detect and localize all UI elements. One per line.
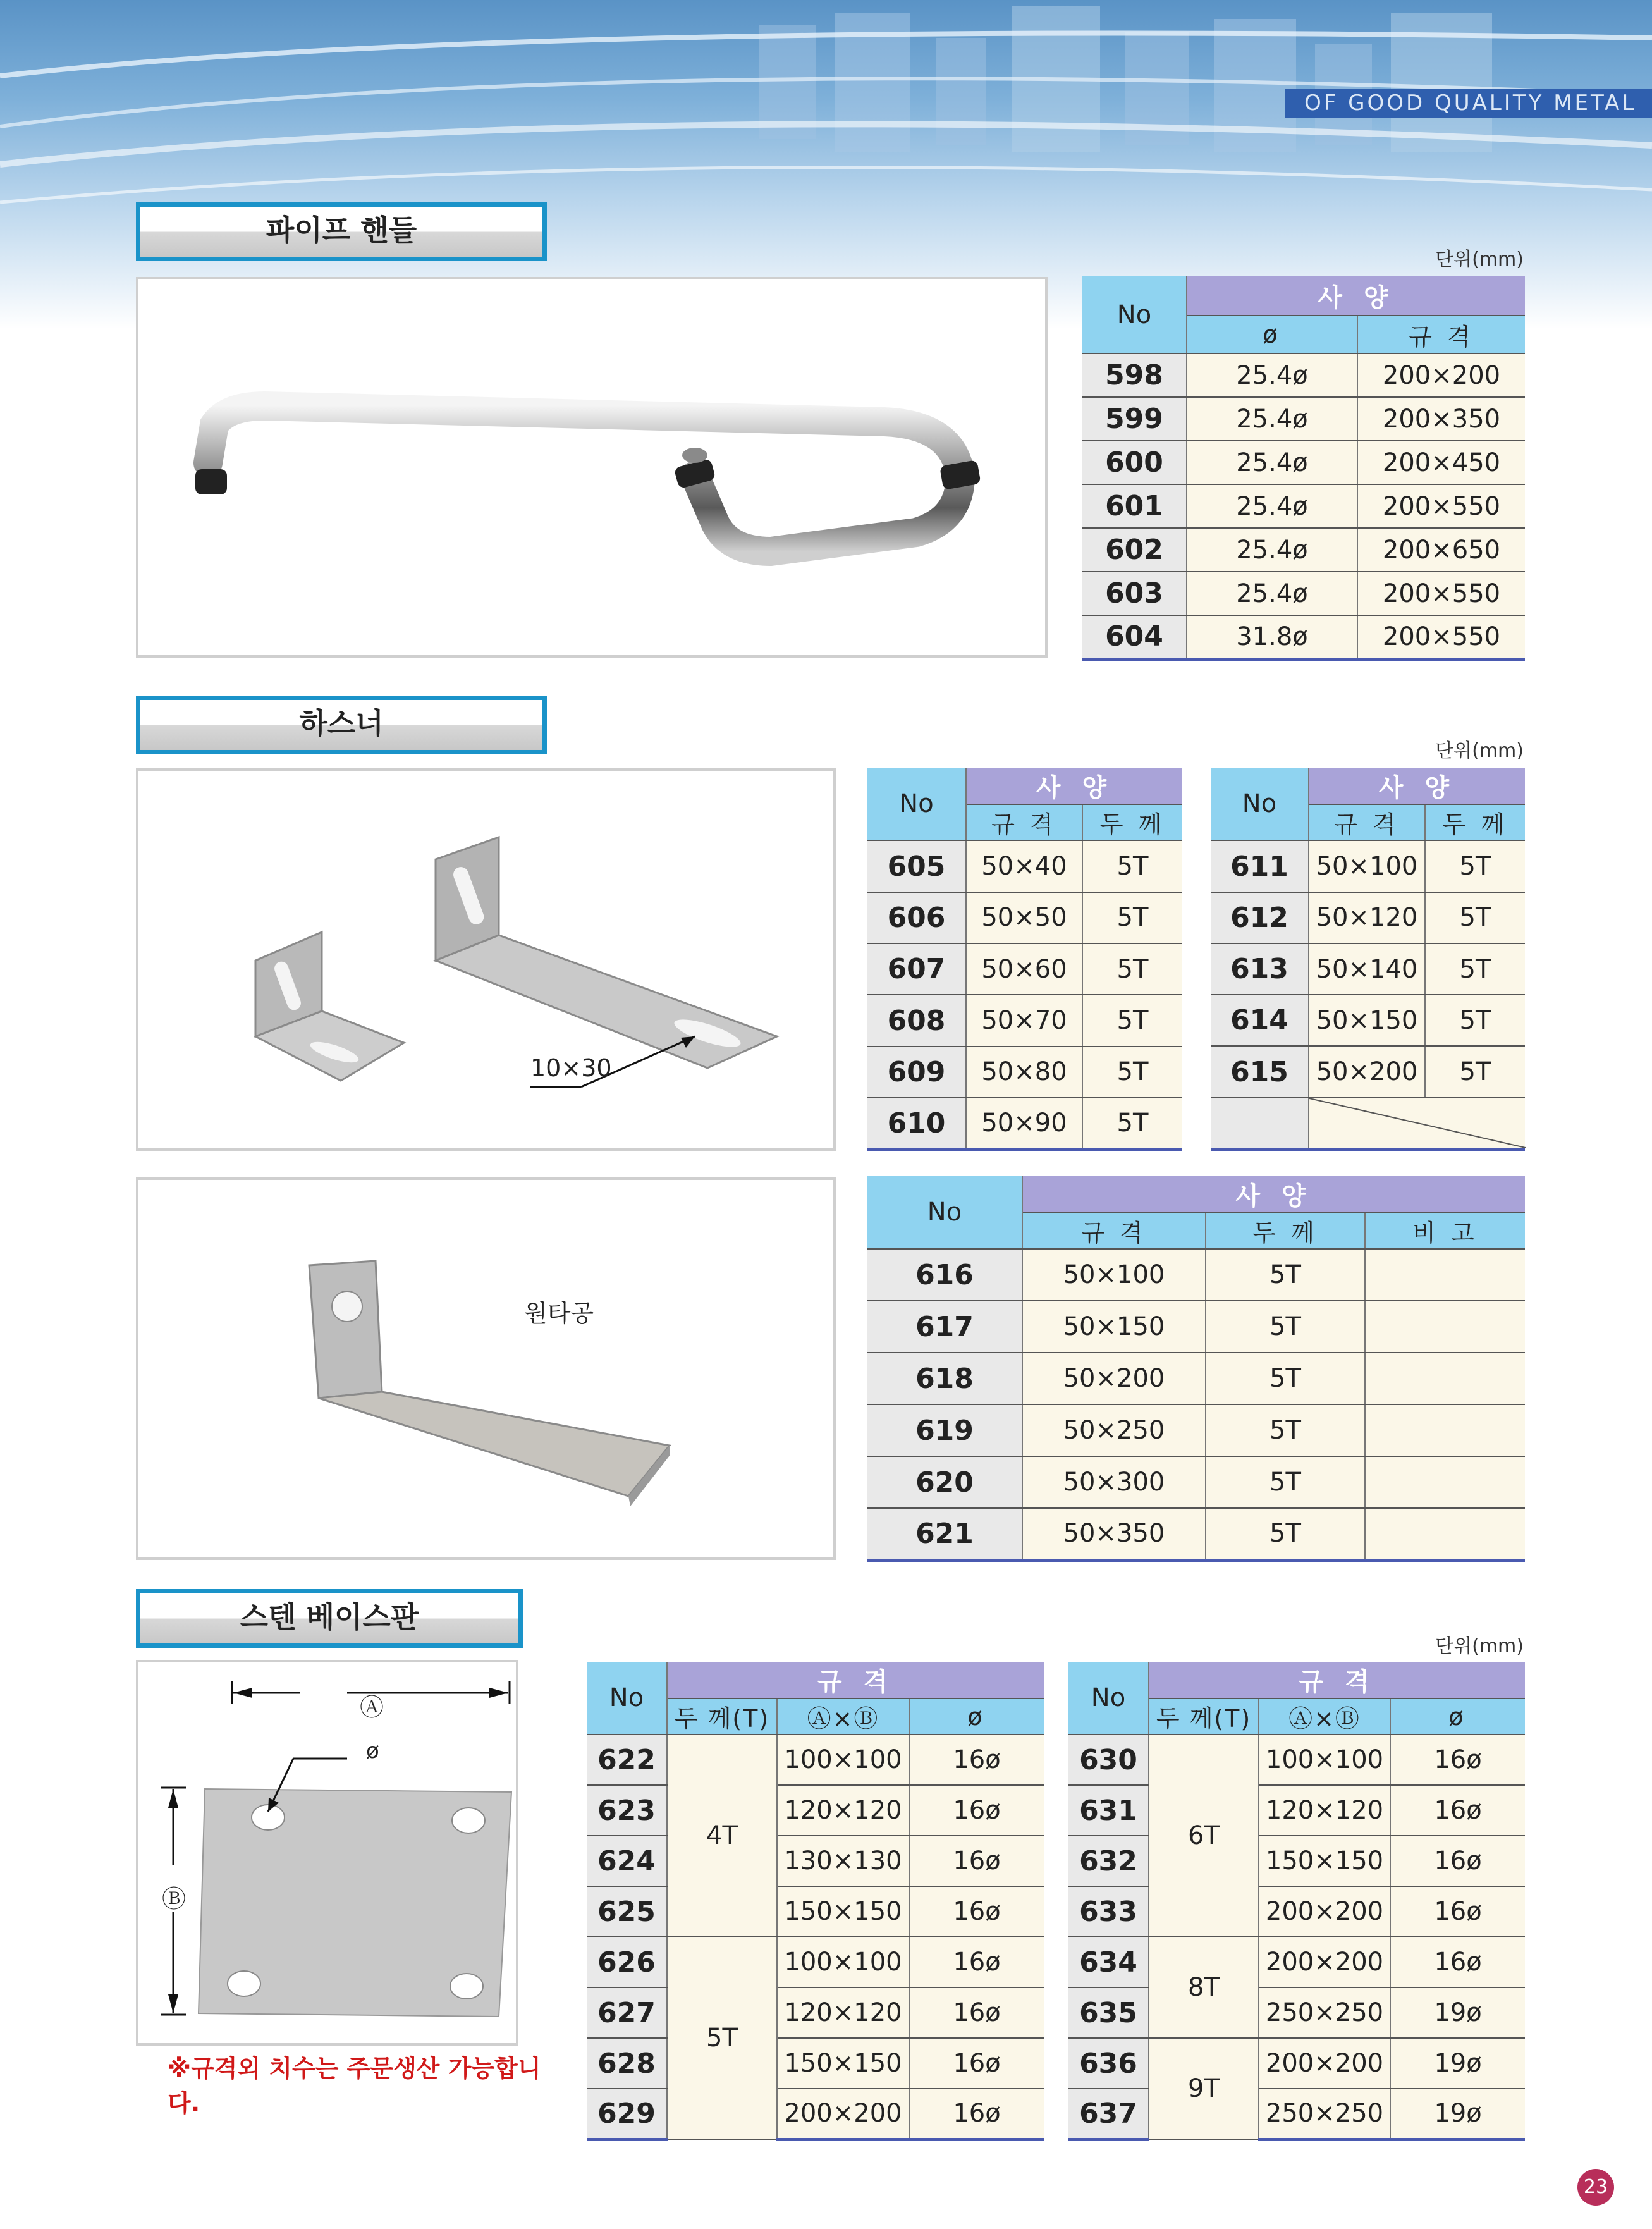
section-title-base-plate: 스텐 베이스판 (136, 1589, 523, 1648)
header-thickness: 두 께 (1082, 804, 1182, 840)
base-plate-table-b (1068, 1662, 1525, 2141)
header-no: No (1068, 1662, 1149, 1735)
table-row: 601 25.4ø 200×550 (1082, 484, 1525, 528)
table-row: 632 150×150 16ø (1068, 1836, 1525, 1886)
header-size: 규 격 (966, 804, 1082, 840)
header-spec: 사 양 (1187, 276, 1525, 316)
header-no: No (867, 1176, 1022, 1249)
header-thickness: 두 께 (1425, 804, 1525, 840)
table-row: 625 150×150 16ø (587, 1886, 1044, 1937)
header-thickness: 두 께(T) (1149, 1698, 1259, 1735)
slot-dimension-label: 10×30 (530, 1054, 612, 1082)
base-plate-table-a (587, 1662, 1044, 2141)
table-row: 621 50×350 5T (867, 1508, 1525, 1560)
table-row: 605 50×40 5T (867, 840, 1182, 892)
header-remark: 비 고 (1365, 1213, 1525, 1249)
base-plate-diagram (136, 1660, 518, 2046)
table-row: 635 250×250 19ø (1068, 1987, 1525, 2038)
header-diameter: ø (1187, 316, 1357, 353)
round-hole-table (867, 1176, 1525, 1562)
table-row: 617 50×150 5T (867, 1301, 1525, 1353)
table-row: 612 50×120 5T (1211, 892, 1525, 943)
page-number: 23 (1577, 2169, 1614, 2206)
header-thickness: 두 께(T) (667, 1698, 777, 1735)
table-row: 629 200×200 16ø (587, 2089, 1044, 2139)
table-row: 626 5T 100×100 16ø (587, 1937, 1044, 1987)
empty-cell-diagonal (1309, 1098, 1526, 1148)
header-thickness: 두 께 (1206, 1213, 1365, 1249)
header-spec: 규 격 (1149, 1662, 1525, 1698)
table-row: 616 50×100 5T (867, 1249, 1525, 1301)
fastener-photo (136, 768, 836, 1151)
header-diameter: ø (1390, 1698, 1525, 1735)
dimension-b-label: Ⓑ (162, 1885, 187, 1913)
table-row: 604 31.8ø 200×550 (1082, 615, 1525, 659)
table-row: 599 25.4ø 200×350 (1082, 397, 1525, 441)
table-row: 613 50×140 5T (1211, 943, 1525, 995)
header-spec: 규 격 (667, 1662, 1044, 1698)
round-hole-label: 원타공 (524, 1299, 594, 1327)
pipe-handle-photo (136, 277, 1048, 658)
table-row: 623 120×120 16ø (587, 1785, 1044, 1836)
table-row: 624 130×130 16ø (587, 1836, 1044, 1886)
unit-label: 단위(mm) (1435, 249, 1524, 271)
table-row: 622 4T 100×100 16ø (587, 1735, 1044, 1785)
table-row: 603 25.4ø 200×550 (1082, 572, 1525, 615)
table-row-empty (1211, 1098, 1525, 1150)
table-row: 620 50×300 5T (867, 1456, 1525, 1508)
table-row: 609 50×80 5T (867, 1047, 1182, 1098)
header-spec: 사 양 (966, 768, 1182, 804)
fastener-table-a (867, 768, 1182, 1151)
header-size: 규 격 (1357, 316, 1525, 353)
table-row: 608 50×70 5T (867, 995, 1182, 1046)
table-row: 611 50×100 5T (1211, 840, 1525, 892)
header-spec: 사 양 (1309, 768, 1525, 804)
header-size: 규 격 (1309, 804, 1425, 840)
table-row: 600 25.4ø 200×450 (1082, 441, 1525, 484)
header-no: No (867, 768, 966, 840)
dimension-diameter-label: ø (366, 1738, 379, 1764)
table-row: 633 200×200 16ø (1068, 1886, 1525, 1937)
header-spec: 사 양 (1022, 1176, 1525, 1213)
section-title-fastener: 하스너 (136, 696, 547, 754)
unit-label: 단위(mm) (1435, 1635, 1524, 1657)
table-row: 637 250×250 19ø (1068, 2089, 1525, 2139)
table-row: 607 50×60 5T (867, 943, 1182, 995)
table-row: 630 6T 100×100 16ø (1068, 1735, 1525, 1785)
section-title-pipe-handle: 파이프 핸들 (136, 202, 547, 261)
table-row: 627 120×120 16ø (587, 1987, 1044, 2038)
banner-tagline: OF GOOD QUALITY METAL (1285, 89, 1652, 118)
table-row: 606 50×50 5T (867, 892, 1182, 943)
table-row: 614 50×150 5T (1211, 995, 1525, 1046)
round-hole-bracket-photo (136, 1177, 836, 1560)
header-no: No (1211, 768, 1309, 840)
header-no: No (1082, 276, 1187, 353)
table-row: 631 120×120 16ø (1068, 1785, 1525, 1836)
header-no: No (587, 1662, 667, 1735)
table-row: 602 25.4ø 200×650 (1082, 528, 1525, 572)
pipe-handle-table (1082, 276, 1525, 661)
table-row: 615 50×200 5T (1211, 1046, 1525, 1097)
fastener-table-b (1211, 768, 1525, 1151)
table-row: 628 150×150 16ø (587, 2038, 1044, 2089)
header-axb: Ⓐ×Ⓑ (1259, 1698, 1390, 1735)
header-diameter: ø (909, 1698, 1044, 1735)
table-row: 636 9T 200×200 19ø (1068, 2038, 1525, 2089)
dimension-a-label: Ⓐ (360, 1693, 384, 1721)
table-row: 634 8T 200×200 16ø (1068, 1937, 1525, 1987)
table-row: 598 25.4ø 200×200 (1082, 353, 1525, 397)
custom-order-note: ※규격외 치수는 주문생산 가능합니다. (168, 2054, 541, 2117)
table-row: 610 50×90 5T (867, 1098, 1182, 1149)
header-size: 규 격 (1022, 1213, 1206, 1249)
table-row: 619 50×250 5T (867, 1404, 1525, 1456)
table-row: 618 50×200 5T (867, 1353, 1525, 1404)
header-axb: Ⓐ×Ⓑ (777, 1698, 909, 1735)
unit-label: 단위(mm) (1435, 740, 1524, 762)
